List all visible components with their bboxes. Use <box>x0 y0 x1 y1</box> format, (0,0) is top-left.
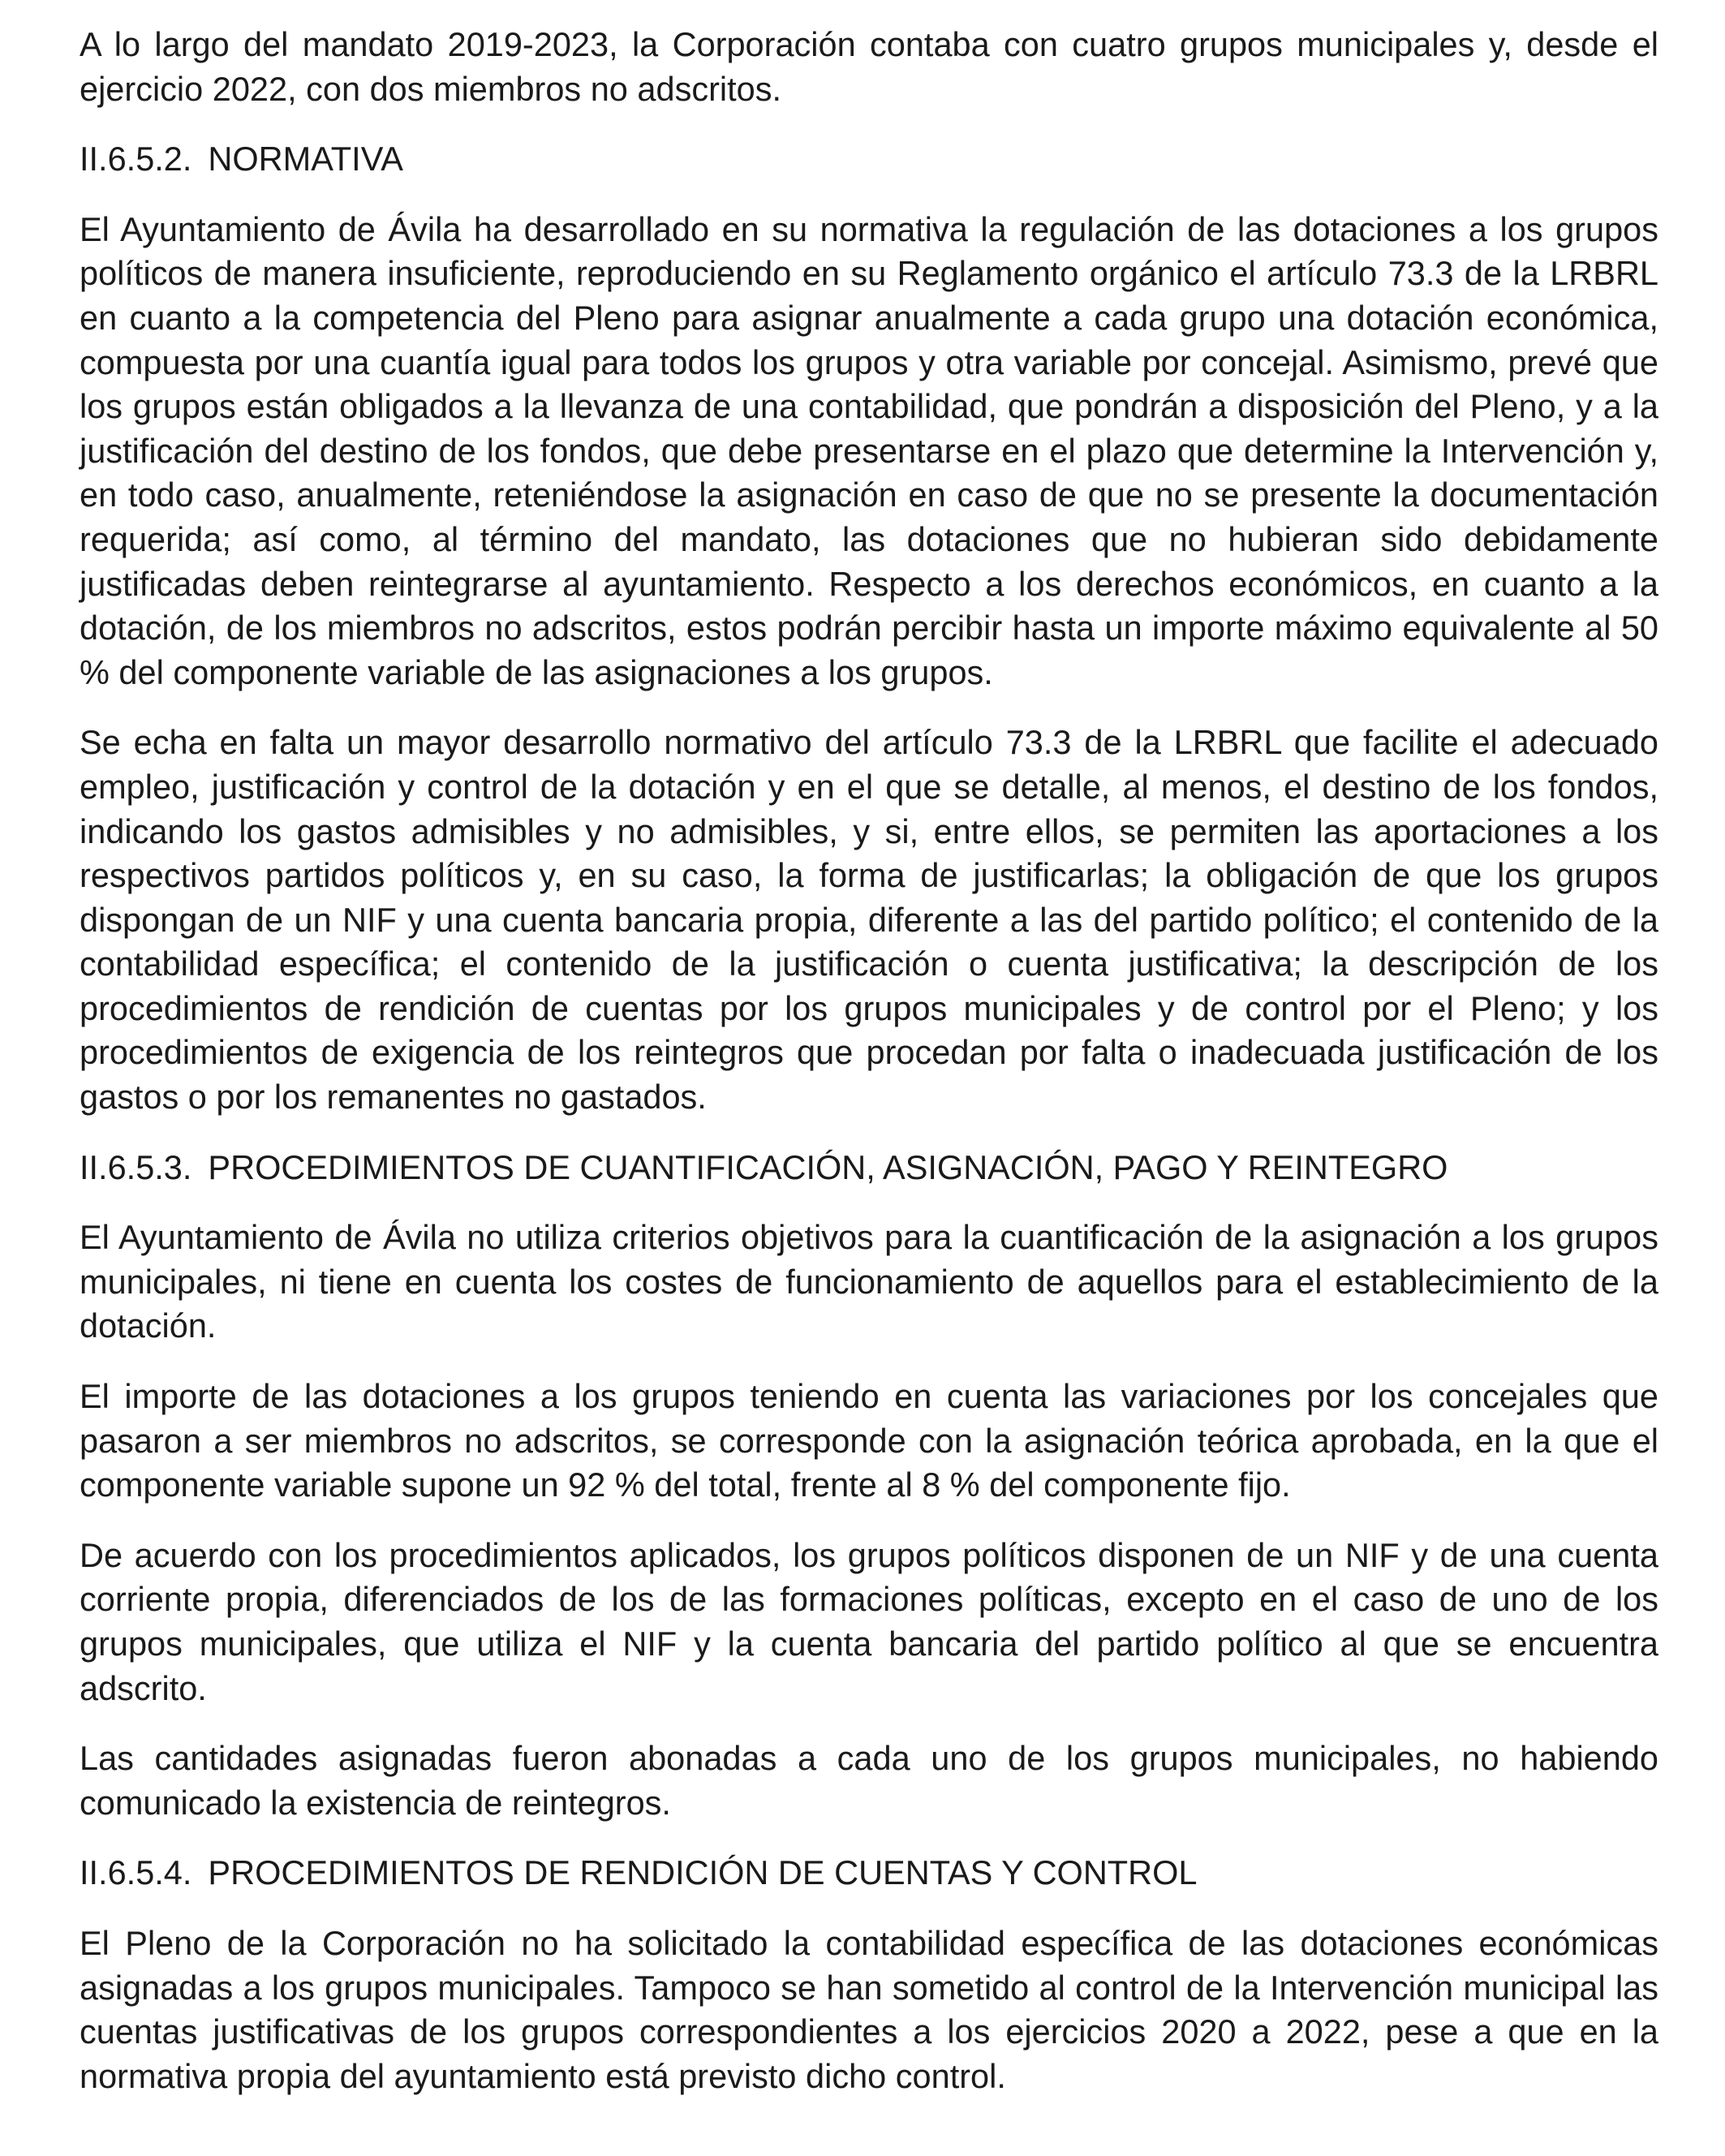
section-number: II.6.5.3. <box>80 1147 192 1186</box>
body-paragraph: El importe de las dotaciones a los grupos teniendo en cuenta las variaciones por los concejales que pasaron a ser miembros no adscritos, se corresponde con la asignación teórica aprobada, en la que el componente variable supone un 92 % del total, frente al 8 % del componente fijo. <box>80 1377 1658 1504</box>
intro-paragraph: A lo largo del mandato 2019-2023, la Corporación contaba con cuatro grupos municipales y, desde el ejercicio 2022, con dos miembros no adscritos. <box>80 25 1658 108</box>
body-paragraph: Las cantidades asignadas fueron abonadas a cada uno de los grupos municipales, no habiendo comunicado la existencia de reintegros. <box>80 1739 1658 1822</box>
section-heading-rendicion-cuentas <box>80 1851 1658 1896</box>
document-page <box>80 23 1658 2124</box>
section-title: PROCEDIMIENTOS DE RENDICIÓN DE CUENTAS Y CONTROL <box>208 1853 1198 1892</box>
section-heading-normativa <box>80 137 1658 182</box>
section-heading-procedimientos-cuantificacion <box>80 1146 1658 1190</box>
body-paragraph: De acuerdo con los procedimientos aplicados, los grupos políticos disponen de un NIF y de una cuenta corriente propia, diferenciados de los de las formaciones políticas, excepto en el caso de uno de los grupos municipales, que utiliza el NIF y la cuenta bancaria del partido político al que se encuentra adscrito. <box>80 1535 1658 1707</box>
section-title: NORMATIVA <box>208 140 403 179</box>
body-paragraph: El Ayuntamiento de Ávila ha desarrollado en su normativa la regulación de las dotaciones a los grupos políticos de manera insuficiente, reproduciendo en su Reglamento orgánico el artículo 73.3 de la LRBRL en cuanto a la competencia del Pleno para asignar anualmente a cada grupo una dotación económica, compuesta por una cuantía igual para todos los grupos y otra variable por concejal. Asimismo, prevé que los grupos están obligados a la llevanza de una contabilidad, que pondrán a disposición del Pleno, y a la justificación del destino de los fondos, que debe presentarse en el plazo que determine la Intervención y, en todo caso, anualmente, reteniéndose la asignación en caso de que no se presente la documentación requerida; así como, al término del mandato, las dotaciones que no hubieran sido debidamente justificadas deben reintegrarse al ayuntamiento. Respecto a los derechos económicos, en cuanto a la dotación, de los miembros no adscritos, estos podrán percibir hasta un importe máximo equivalente al 50 % del componente variable de las asignaciones a los grupos. <box>80 209 1658 691</box>
section-title: PROCEDIMIENTOS DE CUANTIFICACIÓN, ASIGNACIÓN, PAGO Y REINTEGRO <box>208 1147 1448 1186</box>
section-number: II.6.5.4. <box>80 1853 192 1892</box>
section-number: II.6.5.2. <box>80 140 192 179</box>
body-paragraph: El Ayuntamiento de Ávila no utiliza criterios objetivos para la cuantificación de la asignación a los grupos municipales, ni tiene en cuenta los costes de funcionamiento de aquellos para el establecimiento de la dotación. <box>80 1218 1658 1345</box>
body-paragraph: El Pleno de la Corporación no ha solicitado la contabilidad específica de las dotaciones económicas asignadas a los grupos municipales. Tampoco se han sometido al control de la Intervención municipal las cuentas justificativas de los grupos correspondientes a los ejercicios 2020 a 2022, pese a que en la normativa propia del ayuntamiento está previsto dicho control. <box>80 1923 1658 2095</box>
body-paragraph: Se echa en falta un mayor desarrollo normativo del artículo 73.3 de la LRBRL que facilite el adecuado empleo, justificación y control de la dotación y en el que se detalle, al menos, el destino de los fondos, indicando los gastos admisibles y no admisibles, y si, entre ellos, se permiten las aportaciones a los respectivos partidos políticos y, en su caso, la forma de justificarlas; la obligación de que los grupos dispongan de un NIF y una cuenta bancaria propia, diferente a las del partido político; el contenido de la contabilidad específica; el contenido de la justificación o cuenta justificativa; la descripción de los procedimientos de rendición de cuentas por los grupos municipales y de control por el Pleno; y los procedimientos de exigencia de los reintegros que procedan por falta o inadecuada justificación de los gastos o por los remanentes no gastados. <box>80 723 1658 1117</box>
